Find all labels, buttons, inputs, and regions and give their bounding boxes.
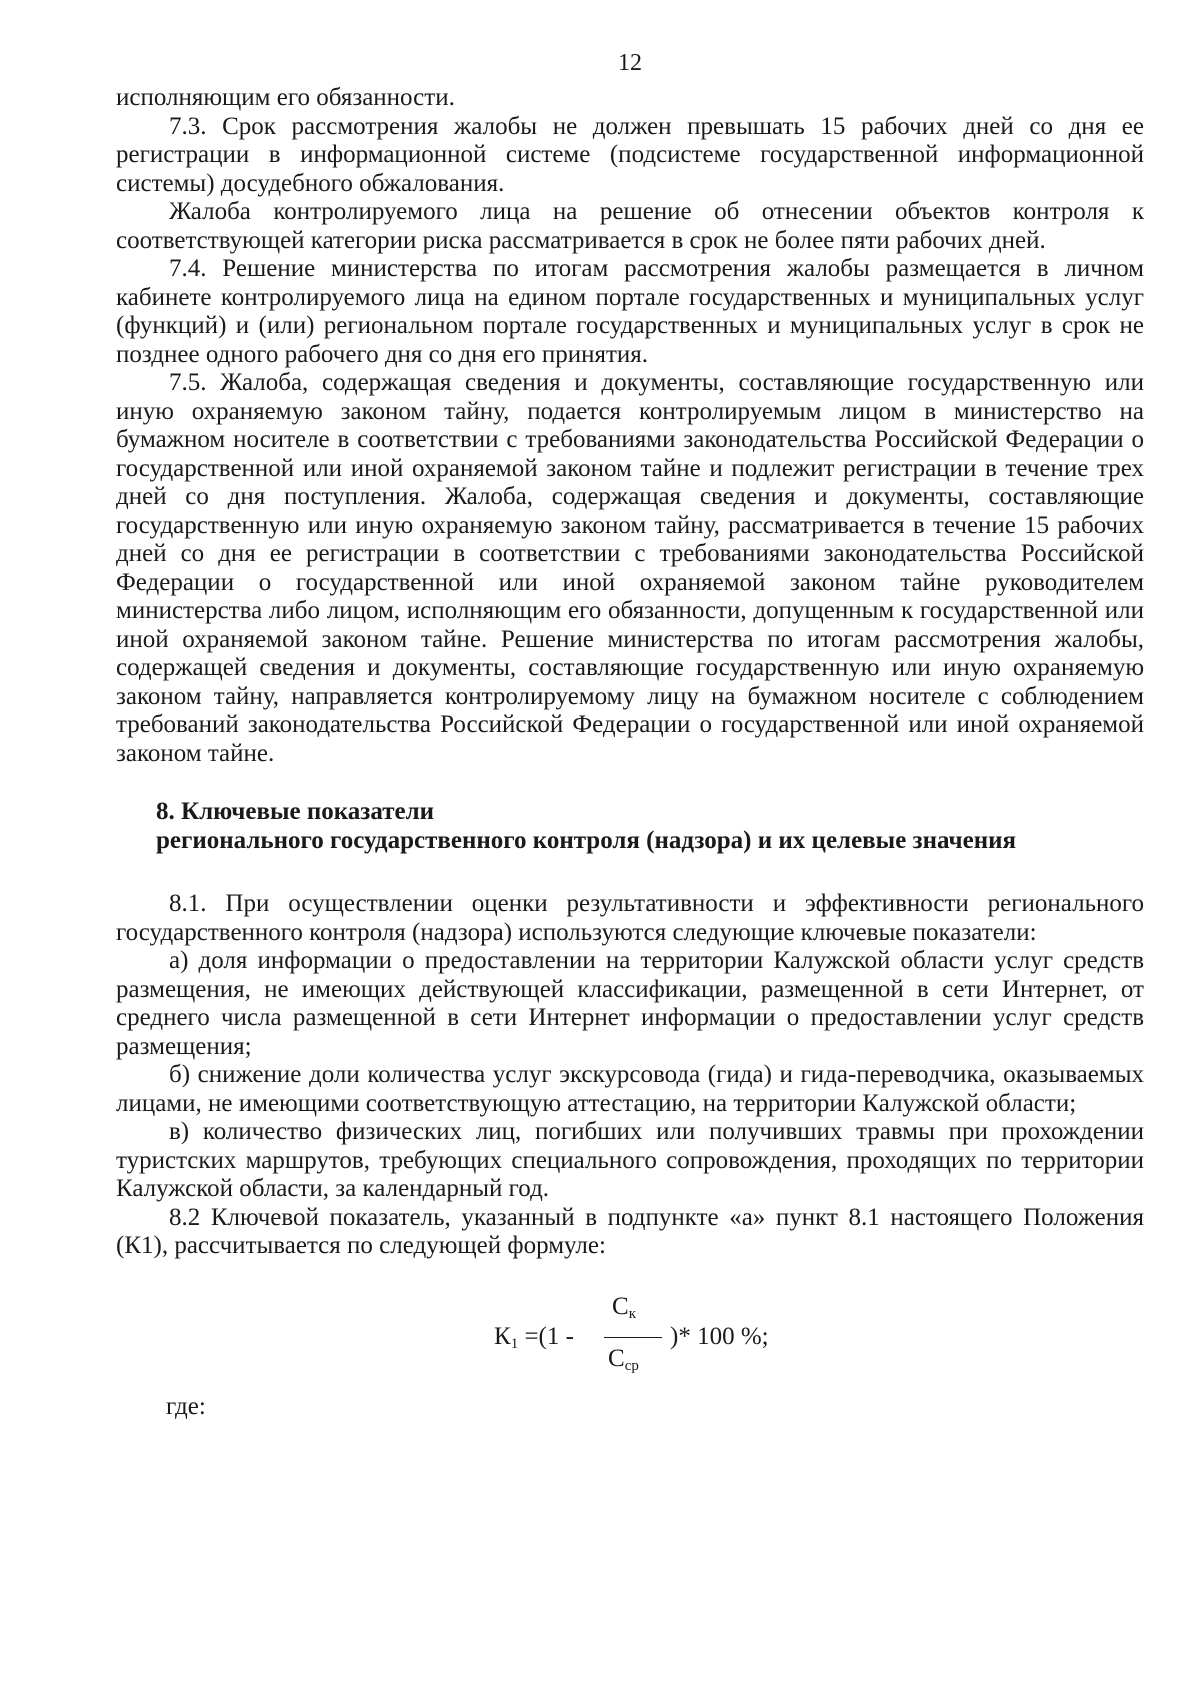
paragraph-8-1-a: а) доля информации о предоставлении на территории Калужской области услуг средств размещения, не имеющих действующей классификации, размещенной в сети Интернет, от среднего числа размещенной в сети Интернет информации о предоставлении услуг средств размещения; — [116, 947, 1144, 1060]
where-label: где: — [166, 1392, 206, 1420]
page-number: 12 — [618, 50, 642, 76]
fraction-bar — [604, 1337, 662, 1338]
paragraph-8-1-v: в) количество физических лиц, погибших или получивших травмы при прохождении туристских маршрутов, требующих специального сопровождения, проходящих по территории Калужской области, за календарный год. — [116, 1118, 1144, 1202]
paragraph-complaint-risk: Жалоба контролируемого лица на решение об отнесении объектов контроля к соответствующей категории риска рассматривается в срок не более пяти рабочих дней. — [116, 198, 1144, 254]
formula-lhs — [494, 1323, 574, 1359]
formula-fraction — [604, 1293, 662, 1383]
formula-block — [116, 1281, 1144, 1393]
numerator-symbol: С — [612, 1292, 629, 1320]
formula-lhs-symbol: К — [494, 1322, 511, 1350]
formula-rhs: )* 100 %; — [670, 1322, 769, 1350]
paragraph-8-2: 8.2 Ключевой показатель, указанный в подпункте «а» пункт 8.1 настоящего Положения (К1), рассчитывается по следующей формуле: — [116, 1203, 1144, 1259]
paragraph-continuation: исполняющим его обязанности. — [116, 84, 455, 111]
formula-denominator — [608, 1345, 639, 1381]
section-heading-line-1: 8. Ключевые показатели — [156, 798, 435, 825]
denominator-symbol: С — [608, 1344, 625, 1372]
formula-lhs-operator: =(1 - — [518, 1322, 574, 1350]
paragraph-8-1-b: б) снижение доли количества услуг экскурсовода (гида) и гида-переводчика, оказываемых лицами, не имеющими соответствующую аттестацию, на территории Калужской области; — [116, 1061, 1144, 1117]
section-heading-line-2: регионального государственного контроля (надзора) и их целевые значения — [156, 826, 1017, 854]
section-heading — [116, 798, 1144, 855]
paragraph-8-1: 8.1. При осуществлении оценки результативности и эффективности регионального государственного контроля (надзора) используются следующие ключевые показатели: — [116, 890, 1144, 946]
formula-lhs-subscript: 1 — [510, 1335, 519, 1352]
paragraph-7-4: 7.4. Решение министерства по итогам рассмотрения жалобы размещается в личном кабинете контролируемого лица на едином портале государственных и муниципальных услуг (функций) и (или) региональном портале государственных и муниципальных услуг в срок не позднее одного рабочего дня со дня его принятия. — [116, 255, 1144, 368]
denominator-subscript: ср — [624, 1357, 639, 1374]
paragraph-7-5: 7.5. Жалоба, содержащая сведения и документы, составляющие государственную или иную охраняемую законом тайну, подается контролируемым лицом в министерство на бумажном носителе в соответствии с требованиями законодательства Российской Федерации о государственной или иной охраняемой законом тайне и подлежит регистрации в течение трех дней со дня поступления. Жалоба, содержащая сведения и документы, составляющие государственную или иную охраняемую законом тайну, рассматривается в течение 15 рабочих дней со дня ее регистрации в соответствии с требованиями законодательства Российской Федерации о государственной или иной охраняемой законом тайне руководителем министерства либо лицом, исполняющим его обязанности, допущенным к государственной или иной охраняемой законом тайне. Решение министерства по итогам рассмотрения жалобы, содержащей сведения и документы, составляющие государственную или иную охраняемую законом тайну, направляется контролируемому лицу на бумажном носителе с соблюдением требований законодательства Российской Федерации о государственной или иной охраняемой законом тайне. — [116, 369, 1144, 767]
numerator-subscript: к — [628, 1305, 636, 1322]
document-body — [116, 84, 1144, 1421]
formula-numerator — [612, 1293, 636, 1329]
paragraph-7-3: 7.3. Срок рассмотрения жалобы не должен превышать 15 рабочих дней со дня ее регистрации в информационной системе (подсистеме государственной информационной системы) досудебного обжалования. — [116, 112, 1144, 197]
